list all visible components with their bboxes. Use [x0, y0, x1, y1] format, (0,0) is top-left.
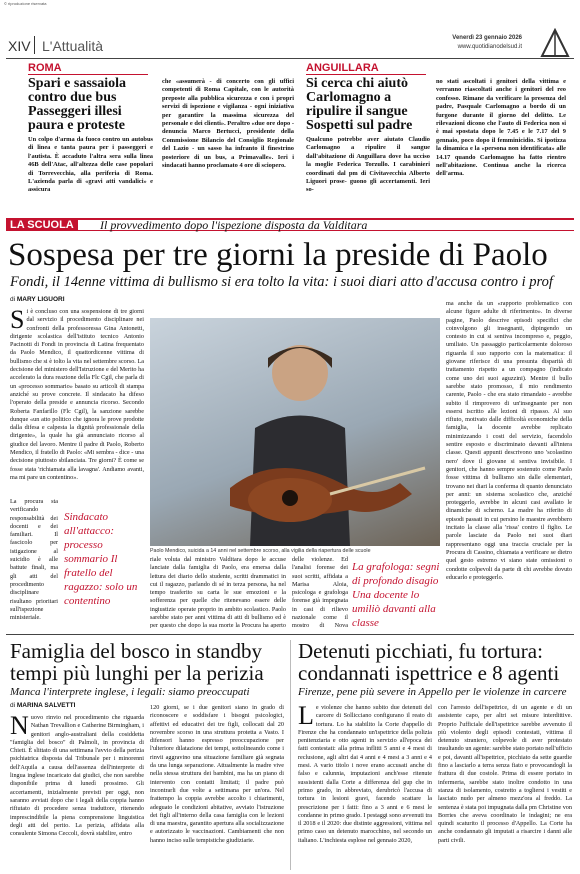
main-headline: Sospesa per tre giorni la preside di Paolo: [8, 237, 548, 273]
section-subtitle: Il provvedimento dopo l'ispezione disposta da Valditara: [100, 218, 368, 232]
site-url[interactable]: www.quotidianodelsud.it: [457, 44, 522, 50]
issue-date: Venerdì 23 gennaio 2026: [452, 35, 522, 41]
story-tortura-subheadline: Firenze, pene più severe in Appello per le violenze in carcere: [298, 686, 567, 698]
brief-title: Spari e sassaiola contro due bus Passeggeri illesi paura e proteste: [28, 76, 127, 133]
brief-text-cont: no stati ascoltati i genitori della vittima e verranno riascoltati anche i genitori del reo confesso. Rimane da verificare la presenza del padre, Pasquale Carlomagno a bordo di un furgone durante il giorno del delitto. Le rilevazioni dicono che l'auto di Federica non si è mai spostata dopo le 7.45 e le 7.17 del 9 gennaio, poco dopo il femminicidio. Si ipotizza la dinamica e la «persona non identificata» alle 14.17 quando Carlomagno ha fatto rientro nell'abitazione. Continua anche la ricerca dell'arma.: [436, 78, 566, 178]
main-subheadline: Fondi, il 14enne vittima di bullismo si era tolto la vita: i suoi diari atto d'accusa contro i prof: [10, 274, 553, 290]
article-text: con l'arresto dell'ispettrice, di un agente e di un assistente capo, per altri sei misure interdittive. Proprio l'ufficiale dell'ispettrice sarebbe avvenuto il più violento degli episodi contestati, vittima il detenuto straniero, colpevole di aver protestato insultando un agente: sarebbe stato portato nell'ufficio e poi, davanti all'ispettrice, picchiato da sette guardie fino a lasciarlo a terra senza fiato e provocandogli la frattura di due costole. Prima di essere portato in infermeria, sarebbe stato inoltre condotto in una stanza di isolamento, costretto a togliersi i vestiti e lasciato nudo per almeno mezz'ora al freddo. La sentenza è stata poi impugnata dalla pm Christine von Borries che aveva coordinato le indagini; ne era quindi scaturito il processo d'Appello. La Corte ha anche condannato gli imputati a risarcire i danni alle parti civili.: [438, 704, 572, 844]
page-number: XIV: [8, 38, 31, 54]
story-bosco-subheadline: Manca l'interprete inglese, i legali: siamo preoccupati: [10, 686, 250, 698]
byline-prefix: di: [10, 296, 16, 303]
article-text: delle violenze. Ed l'analisi forense dei suoi scritti, affidata a Marisa Aloia, psicologa e grafologa forense già impegnata in casi di rilievo nazionale come il mostro di Nova: [292, 556, 348, 628]
main-byline: [10, 296, 65, 303]
boy-with-guitar-image: [150, 318, 440, 546]
pull-quote-2: La grafologa: segni di profondo disagio Una docente lo umiliò davanti alla classe: [352, 561, 440, 629]
article-column-1: [10, 308, 144, 496]
story-bosco-headline: Famiglia del bosco in standby tempi più lunghi per la perizia: [10, 639, 264, 685]
pull-quote-1: Sindacato all'attacco: processo sommario Il fratello del ragazzo: solo un contentino: [64, 511, 138, 607]
header-divider: [34, 36, 35, 54]
brief-kicker: ANGUILLARA: [306, 62, 426, 75]
article-text: riale voluta dal ministro Valditara dopo le accuse lanciate dalla famiglia di Paolo, era emersa dalla lettura dei diario dello studente, scritti drammatici in cui il ragazzo, parlando di sé in terza persona, ha nel tempo trasferito su carta le sue emozioni e la sofferenza per quelle che ritenevano essere delle ingiustizie operate proprio in ambito scolastico. Paolo sarebbe stato per anni vittima di atti di bullismo ed è per questo che dopo la sua morte la Procura ha aperto: [150, 556, 286, 628]
story-tortura-column-2: [438, 704, 572, 870]
byline-prefix: di: [10, 702, 16, 709]
story-tortura-column-1: [298, 704, 432, 870]
newspaper-logo-icon: [540, 28, 570, 58]
section-kicker: LA SCUOLA: [6, 219, 78, 231]
brief-kicker: ROMA: [28, 62, 148, 75]
article-text: uovo rinvio nel procedimento che riguarda Nathan Trevallion e Catherine Birmingham, i genitori anglo-australiani della cosiddetta "famiglia del bosco" di Palmoli, in provincia di Chieti. È slittato di una settimana l'avvio della perizia psichiatrica disposta dal Tribunale per i minorenni dell'Aquila a causa dell'assenza dell'interprete di lingua inglese incaricato dai giudici, che non sarebbe disponibile prima di lunedì prossimo. Gli accertamenti, inizialmente previsti per oggi, non saranno avviati dopo che i legali della coppia hanno rifiutato di procedere senza traduttore, ritenendo imprescindibile la piena comprensione linguistica degli atti del perito. La perizia, affidata alla consulente Simona Ceccoli, dovrà stabilire, entro: [10, 714, 144, 838]
drop-cap: N: [10, 714, 29, 740]
article-text: e violenze che hanno subito due detenuti del carcere di Sollicciano configurano il reato di tortura. Lo ha stabilito la Corte d'appello di Firenze che ha condannato un'ispettrice della polizia penitenziaria e otto agenti in servizio all'epoca dei fatti contestati: alla prima inflitti 5 anni e 4 mesi di reclusione, agli altri dai 4 anni e 4 mesi a 3 anni e 4 mesi. A vario titolo i nove erano accusati anche di falso e calunnia, imputazioni anch'esse ritenute sussistenti dalla Corte a differenza del gup che in primo grado, in abbreviato, derubricò l'accusa di tortura in lesioni gravi, facendo scattare la prescrizione per i fatti: fino a 3 anni e 6 mesi le condanne in primo grado. I pestaggi sono avvenuti tra il 2018 e il 2020: due distinte aggressioni, vittima nel primo caso un detenuto marocchino, nel secondo un italiano. L'inchiesta esplose nel gennaio 2020,: [298, 704, 432, 844]
story-bosco-column-1: [10, 714, 144, 870]
byline-name: MARY LIGUORI: [16, 296, 65, 303]
column-divider: [290, 640, 291, 870]
story-bosco-byline: [10, 702, 75, 709]
story-separator: [6, 634, 574, 635]
brief-roma: [28, 62, 310, 212]
drop-cap: S: [10, 308, 25, 334]
drop-cap: L: [298, 704, 314, 730]
article-column-4: [292, 556, 348, 628]
article-photo: [150, 318, 440, 546]
header-rule: [6, 58, 574, 59]
brief-text: Qualcuno potrebbe aver aiutato Claudio Carlomagno a ripulire il sangue dall'abitazione di Anguillara dove ha ucciso la moglie Federica Torzullo. I carabinieri coordinati dal pm di Civitavecchia Alberto Liguori prose- guono gli accertamenti. Ieri so-: [306, 136, 430, 194]
header-date-block: [452, 34, 522, 52]
story-bosco-column-2: [150, 704, 284, 870]
photo-caption: Paolo Mendico, suicida a 14 anni nel settembre scorso, alla vigilia della riapertura delle scuole: [150, 548, 371, 554]
article-text: ma anche da un «rapporto problematico con alcune figure adulte di riferimento». In diverse pagine, Paolo descrive episodi specifici che coinvolgono gli insegnanti, dipingendo un contesto in cui si sentiva incompreso e, peggio, umiliato. Un passaggio particolarmente doloroso riguarda il suo rapporto con la matematica: il giovane riferisce di una presunta disparità di trattamento rispetto a un compagno (indicato come uno dei suoi aguzzini). Mentre il bullo sarebbe stato promosso, il mio rendimento carente, Paolo - che era stato rimandato - avrebbe subito il rimprovero di un'insegnante per non essersi iscritto alle lezioni di ripasso. Al suo rifiuto, motivato dalle difficoltà economiche della famiglia, la docente avrebbe replicato minimizzando i costi del servizio, facendolo sentire esposto e discriminato davanti all'intera classe. Questi appunti descrivono uno 'scolastino nero' dove il giovane si sentiva invisibile. I genitori, che hanno sempre sostenuto come Paolo fosse vittima di bullismo sin dalle elementari, trovano nei diari la conferma di quanto denunciato per anni: un sistema scolastico che, anziché proteggerlo, avrebbe in alcuni casi avallato le dinamiche di scherno. La madre ha riferito di episodi passati in cui persino le maestre avrebbero incitato la classe alla 'rissa' contro il figlio. Le parole lasciate da Paolo nei suoi diari rappresentano oggi una traccia cruciale per la Procura di Cassino, chiamata a verificare se dietro quel gesto estremo vi siano state omissioni o condotte colpevoli da parte di chi avrebbe dovuto educarlo e proteggerlo.: [446, 300, 572, 581]
article-text: La procura sta verificando responsabilità dei docenti e dei familiari. Il fascicolo per istigazione al suicidio è alle battute finali, ma gli atti del procedimento disciplinare risultano prioritari sull'ispezione ministeriale.: [10, 498, 58, 622]
copyright-note: © riproduzione riservata: [4, 1, 47, 6]
brief-title: Si cerca chi aiutò Carlomagno a ripulire il sangue Sospetti sul padre: [306, 76, 413, 133]
brief-text: Un colpo d'arma da fuoco contro un autobus di linea e tanta paura per i passeggeri e l'autista. È accaduto l'altra sera sulla linea 46B dell'Atac, all'altezza delle case popolari di Torrevecchia, alla periferia di Roma. L'azienda parla di «gravi atti vandalici» e assicura: [28, 136, 153, 194]
byline-name: MARINA SALVETTI: [16, 702, 76, 709]
brief-anguillara: [306, 62, 570, 212]
article-column-3: [150, 556, 286, 628]
story-tortura-headline: Detenuti picchiati, fu tortura: condannati ispettrice e 8 agenti: [298, 639, 560, 685]
section-title: L'Attualità: [42, 38, 104, 54]
article-column-5: [446, 300, 572, 628]
brief-text-cont: che «assumerà - di concerto con gli uffici competenti di Roma Capitale, con le autorità preposte alla pubblica sicurezza e con i propri servizi di ispezione e vigilanza - ogni iniziativa per garantire la massima sicurezza del personale e dei clienti». Peraltro «due ore dopo - denuncia Marco Bertucci, presidente della Commissione Bilancio del Consiglio Regionale del Lazio - un sasso ha infranto il finestrino posteriore di un bus, a Primavalle». Ieri i sindacati hanno proclamato 4 ore di sciopero.: [162, 78, 294, 170]
article-text: i è concluso con una sospensione di tre giorni dal servizio il procedimento disciplinare nei confronti della professoressa Gina Antonetti, dirigente scolastica dell'istituto tecnico Antonio Pacinotti di Fondi in provincia di Latina frequentato da Paolo Mendico, il quattordicenne vittima di bullismo che si è tolto la vita nel settembre scorso. La decisione del ministero dell'Istruzione e del Merito ha accelerato la dura reazione della Flc Cgil, che parla di un «processo sommario» basato su articoli di stampa anziché su prove concrete. Il sindacato ha difeso l'operato della preside e annuncia ricorso. Secondo Roberta Fanfarillo (Flc Cgil), la sanzione sarebbe dunque «un atto politico che ignora le prove prodotte dalla difesa e calpesta la dignità professionale della dirigente», la quale ha già annunciato ricorso al giudice del lavoro. Mentre il padre di Paolo, Roberto Mendico, il fratello di Paolo: «Mi sembra - dice - una decisione piuttosto sbilanciata. Tre giorni? È come se fosse stata 'richiamata alla lavagna'. Andiamo avanti, ma mi pare un contentino».: [10, 308, 144, 481]
article-column-2: [10, 498, 58, 626]
article-text: 120 giorni, se i due genitori siano in grado di riconoscere e soddisfare i bisogni psicologici, affettivi ed educativi dei tre figli, collocati dal 20 novembre scorso in una struttura protetta a Vasto. I difensori hanno espresso preoccupazione per l'ulteriore dilatazione dei tempi, sottolineando come i rinvii aggravino una situazione familiare già segnata da una lunga separazione. Attualmente la madre vive nella stessa struttura dei bambini, ma ha un piano di intervento con contatti limitati; il padre può incontrarli due volte a settimana per un'ora. Nel frattempo la coppia avrebbe accolto i chiarimenti, adeguato le condizioni abitative, avviato l'istruzione dei figli all'interno della casa famiglia con le lezioni di una maestra, garantito apertura alla socializzazione e autorizzato le vaccinazioni. Cambiamenti che non hanno inciso sulle tempistiche giudiziarie.: [150, 704, 284, 844]
